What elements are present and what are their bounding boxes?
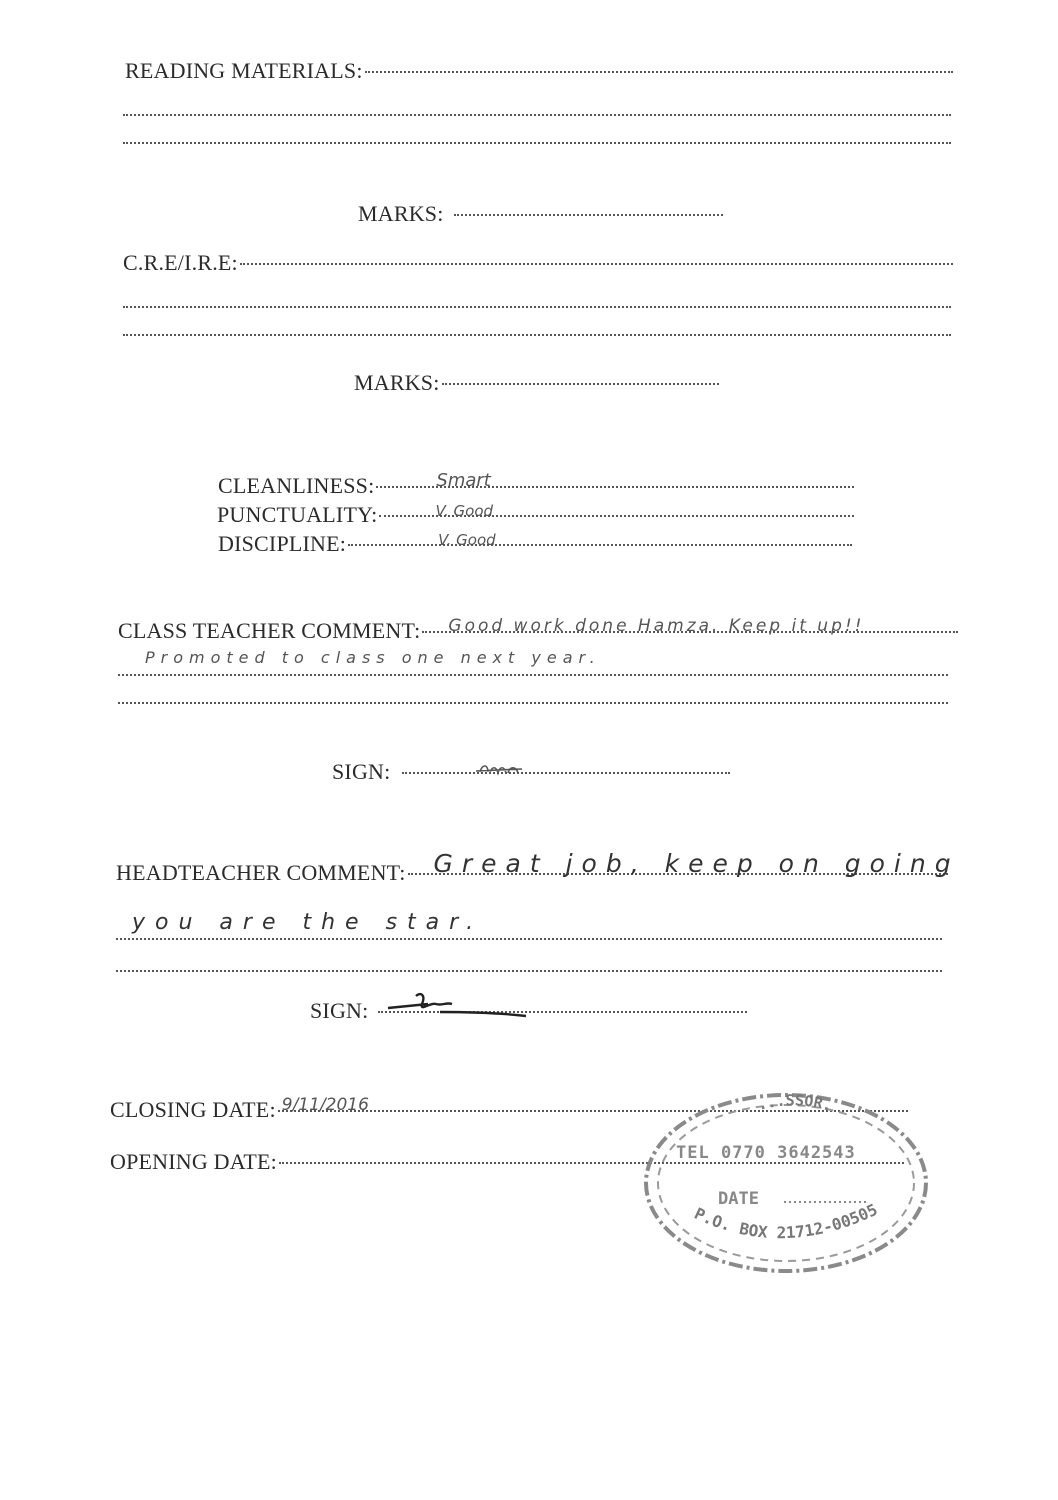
closing-date-value: 9/11/2016 (281, 1095, 369, 1115)
stamp-phone: TEL 0770 3642543 (676, 1143, 856, 1163)
reading-marks-label: MARKS: (358, 201, 444, 226)
reading-materials-field[interactable] (365, 71, 953, 73)
reading-materials-line-2[interactable] (123, 114, 951, 116)
headteacher-line-2[interactable] (116, 938, 942, 940)
cre-marks-field[interactable] (442, 383, 719, 385)
stamp-top-text: ...SSOR. (755, 1091, 835, 1115)
headteacher-line-3[interactable] (116, 970, 942, 972)
school-stamp (636, 1078, 936, 1278)
class-teacher-comment-line-1: Good work done Hamza. Keep it up!! (448, 616, 865, 636)
stamp-date-label: DATE (718, 1189, 759, 1209)
closing-date-label: CLOSING DATE: (110, 1097, 276, 1122)
cre-ire-row (123, 250, 953, 276)
reading-materials-label: READING MATERIALS: (125, 58, 363, 83)
class-teacher-signature (476, 760, 524, 780)
headteacher-sign-label: SIGN: (310, 998, 369, 1023)
reading-materials-line-3[interactable] (123, 142, 951, 144)
punctuality-label: PUNCTUALITY: (217, 502, 378, 527)
discipline-row (218, 531, 852, 557)
headteacher-comment-line-1: Great job, keep on going (433, 849, 960, 878)
cre-ire-line-3[interactable] (123, 334, 951, 336)
reading-marks-field[interactable] (454, 214, 723, 216)
class-teacher-sign-label: SIGN: (332, 759, 391, 784)
discipline-label: DISCIPLINE: (218, 531, 347, 556)
class-teacher-line-3[interactable] (118, 702, 948, 704)
class-teacher-line-2[interactable] (118, 674, 948, 676)
headteacher-comment-row (116, 849, 960, 886)
class-teacher-sign-row (332, 759, 730, 785)
cleanliness-value: Smart (436, 470, 491, 491)
class-teacher-comment-line-2: Promoted to class one next year. (145, 648, 601, 667)
punctuality-row (217, 502, 854, 528)
class-teacher-comment-label: CLASS TEACHER COMMENT: (118, 618, 421, 643)
cre-marks-label: MARKS: (354, 370, 440, 395)
discipline-value: V. Good (438, 531, 496, 549)
reading-marks-row (358, 201, 723, 227)
opening-date-label: OPENING DATE: (110, 1149, 277, 1174)
cre-ire-label: C.R.E/I.R.E: (123, 250, 238, 275)
class-teacher-comment-row (118, 618, 958, 644)
headteacher-comment-label: HEADTEACHER COMMENT: (116, 860, 406, 885)
stamp-box: P.O. BOX 21712-00505 (691, 1199, 881, 1243)
cre-marks-row (354, 370, 719, 396)
cleanliness-label: CLEANLINESS: (218, 473, 375, 498)
cleanliness-row (218, 470, 854, 499)
headteacher-comment-line-2: you are the star. (132, 910, 484, 935)
reading-materials-row (125, 58, 953, 84)
cre-ire-line-2[interactable] (123, 306, 951, 308)
headteacher-signature (380, 990, 530, 1020)
cre-ire-field[interactable] (240, 263, 953, 265)
punctuality-value: V. Good (435, 502, 494, 520)
class-teacher-sign-field[interactable] (402, 772, 730, 774)
